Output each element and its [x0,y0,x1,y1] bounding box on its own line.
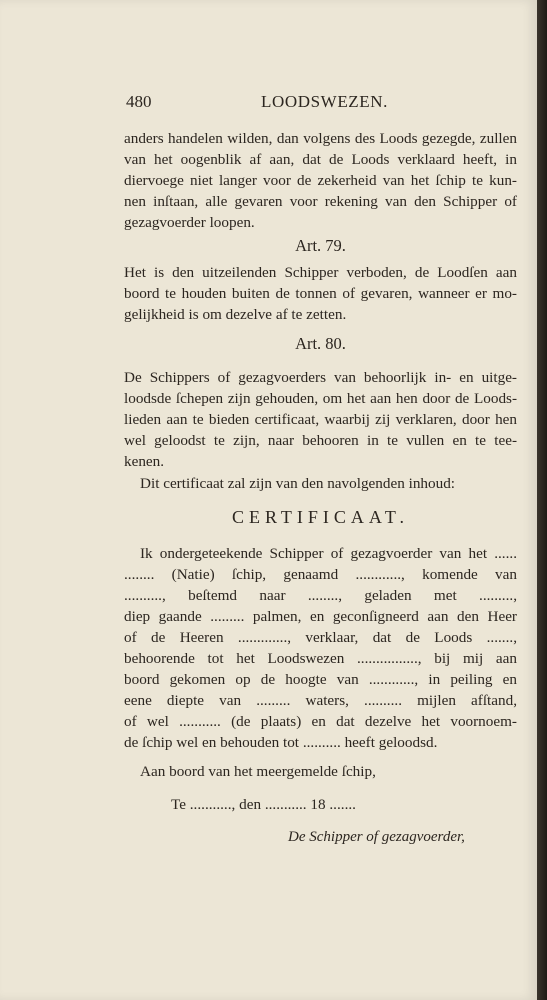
signature-line: De Schipper of gezagvoerder, [288,829,465,845]
running-title: LOODSWEZEN. [261,92,388,111]
text-line: lieden aan te bieden certificaat, waarbij zij verklaren, door hen [124,411,517,428]
place-date-line: Te ..........., den ........... 18 ....... [171,796,356,813]
text-line: loodsde ſchepen zijn gehouden, om het aan hen door de Loods- [124,390,517,407]
certificate-line: of wel ........... (de plaats) en dat dezelve het voornoem- [124,713,517,730]
certificate-line: .........., beſtemd naar ........, geladen met ........., [124,587,517,604]
certificate-intro: Dit certificaat zal zijn van den navolgenden inhoud: [140,475,456,492]
certificate-line: eene diepte van ......... waters, .......... mijlen afſtand, [124,692,517,709]
certificate-line: de ſchip wel en behouden tot .......... heeft geloodsd. [124,734,438,751]
page-edge [537,0,547,1000]
certificate-line: of de Heeren ............., verklaar, dat de Loods ......., [124,629,517,646]
certificate-line: Ik ondergeteekende Schipper of gezagvoerder van het ...... [140,545,517,562]
text-line: kenen. [124,453,165,470]
text-line: van het oogenblik af aan, dat de Loods verklaard heeft, in [124,151,517,168]
text-line: diervoege niet langer voor de zekerheid van het ſchip te kun- [124,172,517,189]
closing-line: Aan boord van het meergemelde ſchip, [140,763,376,780]
certificate-line: boord gekomen op de hoogte van ............, in peiling en [124,671,517,688]
certificate-line: diep gaande ......... palmen, en geconſigneerd aan den Heer [124,608,517,625]
text-line: De Schippers of gezagvoerders van behoorlijk in- en uitge- [124,369,517,386]
article-heading-80: Art. 80. [295,334,346,353]
certificate-line: behoorende tot het Loodswezen ................, bij mij aan [124,650,517,667]
certificate-heading: CERTIFICAAT. [231,507,410,527]
certificate-line: ........ (Natie) ſchip, genaamd ............, komende van [124,566,517,583]
article-heading-79: Art. 79. [295,236,346,255]
page-number: 480 [126,92,152,111]
text-line: wel geloodst te zijn, naar behooren in te vullen en te tee- [124,432,517,449]
text-line: gelijkheid is om dezelve af te zetten. [124,306,347,323]
text-line: nen inſtaan, alle gevaren voor rekening van den Schipper of [124,193,517,210]
text-line: Het is den uitzeilenden Schipper verboden, de Loodſen aan [124,264,517,281]
text-line: gezagvoerder loopen. [124,214,255,231]
text-line: anders handelen wilden, dan volgens des Loods gezegde, zullen [124,130,517,147]
text-line: boord te houden buiten de tonnen of gevaren, wanneer er mo- [124,285,517,302]
